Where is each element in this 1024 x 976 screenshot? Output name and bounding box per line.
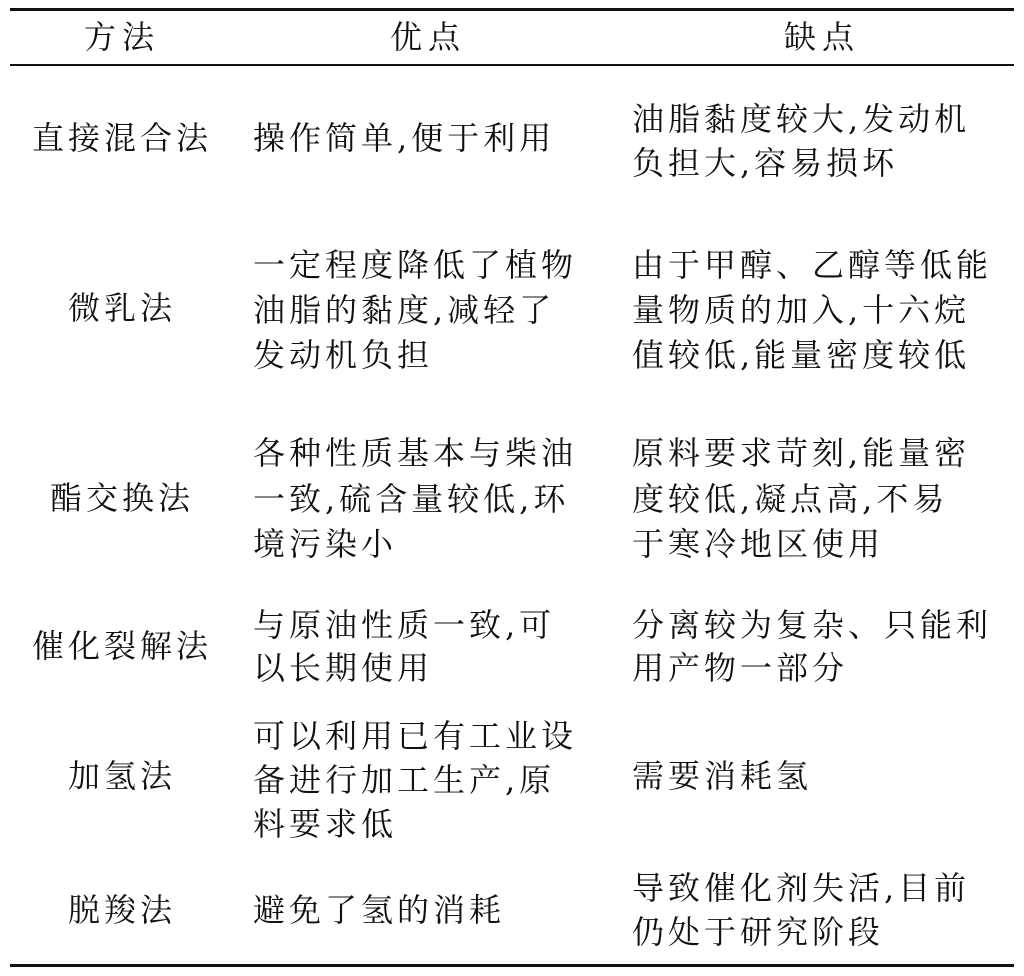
row-advantage-line: 避免了氢的消耗 [253, 891, 506, 929]
row-method: 直接混合法 [31, 119, 212, 157]
row-advantage-line: 备进行加工生产,原 [253, 761, 556, 799]
row-disadvantage-line: 仍处于研究阶段 [632, 913, 885, 951]
header-rule [10, 64, 1014, 66]
row-advantage-line: 与原油性质一致,可 [253, 606, 556, 644]
row-disadvantage-line: 由于甲醇、乙醇等低能 [632, 246, 993, 284]
row-disadvantage-line: 负担大,容易损坏 [632, 144, 899, 182]
row-disadvantage-line: 导致催化剂失活,目前 [632, 869, 971, 907]
header-advantages: 优点 [389, 18, 466, 56]
row-advantage-line: 操作简单,便于利用 [253, 119, 556, 157]
header-method: 方法 [83, 18, 160, 56]
row-method: 微乳法 [67, 289, 176, 327]
row-advantage-line: 发动机负担 [253, 336, 434, 374]
row-disadvantage-line: 度较低,凝点高,不易 [632, 480, 949, 518]
row-method: 催化裂解法 [31, 627, 212, 665]
row-advantage-line: 以长期使用 [253, 649, 434, 687]
row-method: 加氢法 [67, 757, 176, 795]
row-advantage-line: 境污染小 [253, 525, 398, 563]
row-advantage-line: 一致,硫含量较低,环 [253, 480, 570, 518]
row-disadvantage-line: 油脂黏度较大,发动机 [632, 100, 971, 138]
row-disadvantage-line: 需要消耗氢 [632, 757, 813, 795]
top-rule [10, 8, 1014, 11]
row-advantage-line: 可以利用已有工业设 [253, 717, 578, 755]
row-disadvantage-line: 分离较为复杂、只能利 [632, 606, 993, 644]
row-disadvantage-line: 用产物一部分 [632, 649, 849, 687]
row-advantage-line: 一定程度降低了植物 [253, 246, 578, 284]
row-advantage-line: 油脂的黏度,减轻了 [253, 291, 556, 329]
row-method: 脱羧法 [67, 891, 176, 929]
row-disadvantage-line: 值较低,能量密度较低 [632, 336, 971, 374]
header-disadvantages: 缺点 [783, 18, 860, 56]
row-advantage-line: 料要求低 [253, 805, 398, 843]
bottom-rule [10, 964, 1014, 967]
row-disadvantage-line: 原料要求苛刻,能量密 [632, 434, 971, 472]
row-method: 酯交换法 [49, 479, 194, 517]
row-advantage-line: 各种性质基本与柴油 [253, 434, 578, 472]
row-disadvantage-line: 量物质的加入,十六烷 [632, 291, 971, 329]
row-disadvantage-line: 于寒冷地区使用 [632, 525, 885, 563]
